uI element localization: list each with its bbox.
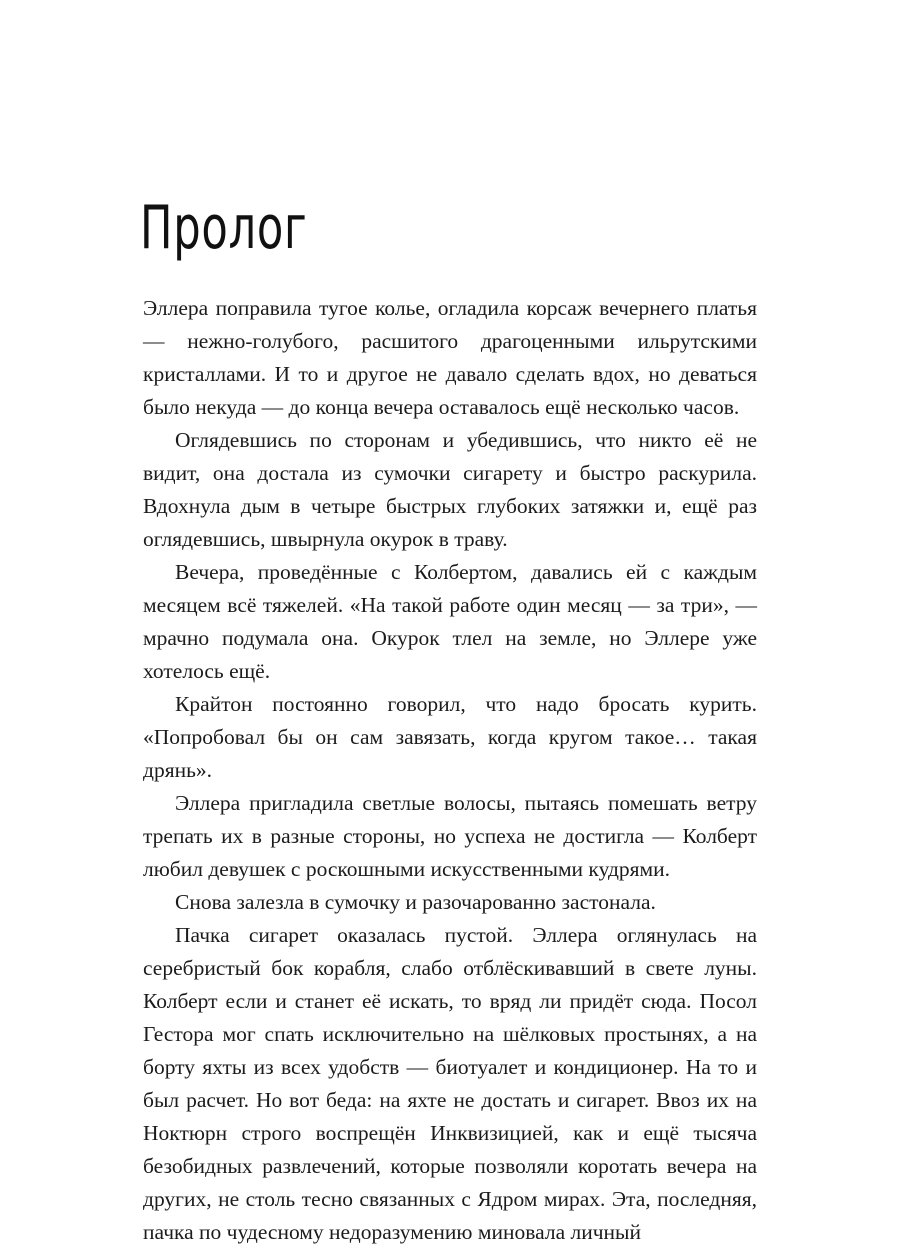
paragraph: Пачка сигарет оказалась пустой. Эллера оглянулась на серебристый бок корабля, слабо отблёскивавший в свете луны. Колберт если и станет её искать, то вряд ли придёт сюда. Посол Гестора мог спать исключительно на шёлковых простынях, а на борту яхты из всех удобств — биотуалет и кондиционер. На то и был расчет. Но вот беда: на яхте не достать и сигарет. Ввоз их на Ноктюрн строго воспрещён Инквизицией, как и ещё тысяча безобидных развлечений, которые позволяли коротать вечера на других, не столь тесно связанных с Ядром мирах. Эта, последняя, пачка по чудесному недоразумению миновала личный bbox=[143, 923, 757, 1244]
chapter-title: Пролог bbox=[140, 193, 308, 263]
paragraph: Вечера, проведённые с Колбертом, давались ей с каждым месяцем всё тяжелей. «На такой работе один месяц — за три», — мрачно подумала она. Окурок тлел на земле, но Эллере уже хотелось ещё. bbox=[143, 560, 757, 683]
paragraph: Снова залезла в сумочку и разочарованно застонала. bbox=[175, 890, 656, 914]
paragraph: Оглядевшись по сторонам и убедившись, что никто её не видит, она достала из сумочки сигарету и быстро раскурила. Вдохнула дым в четыре быстрых глубоких затяжки и, ещё раз оглядевшись, швырнула окурок в траву. bbox=[143, 428, 757, 551]
chapter-body bbox=[143, 292, 757, 1249]
paragraph: Эллера поправила тугое колье, огладила корсаж вечернего платья — нежно-голубого, расшитого драгоценными ильрутскими кристаллами. И то и другое не давало сделать вдох, но деваться было некуда — до конца вечера оставалось ещё несколько часов. bbox=[143, 296, 757, 419]
paragraph: Эллера пригладила светлые волосы, пытаясь помешать ветру трепать их в разные стороны, но успеха не достигла — Колберт любил девушек с роскошными искусственными кудрями. bbox=[143, 791, 757, 881]
paragraph: Крайтон постоянно говорил, что надо бросать курить. «Попробовал бы он сам завязать, когда кругом такое… такая дрянь». bbox=[143, 692, 757, 782]
